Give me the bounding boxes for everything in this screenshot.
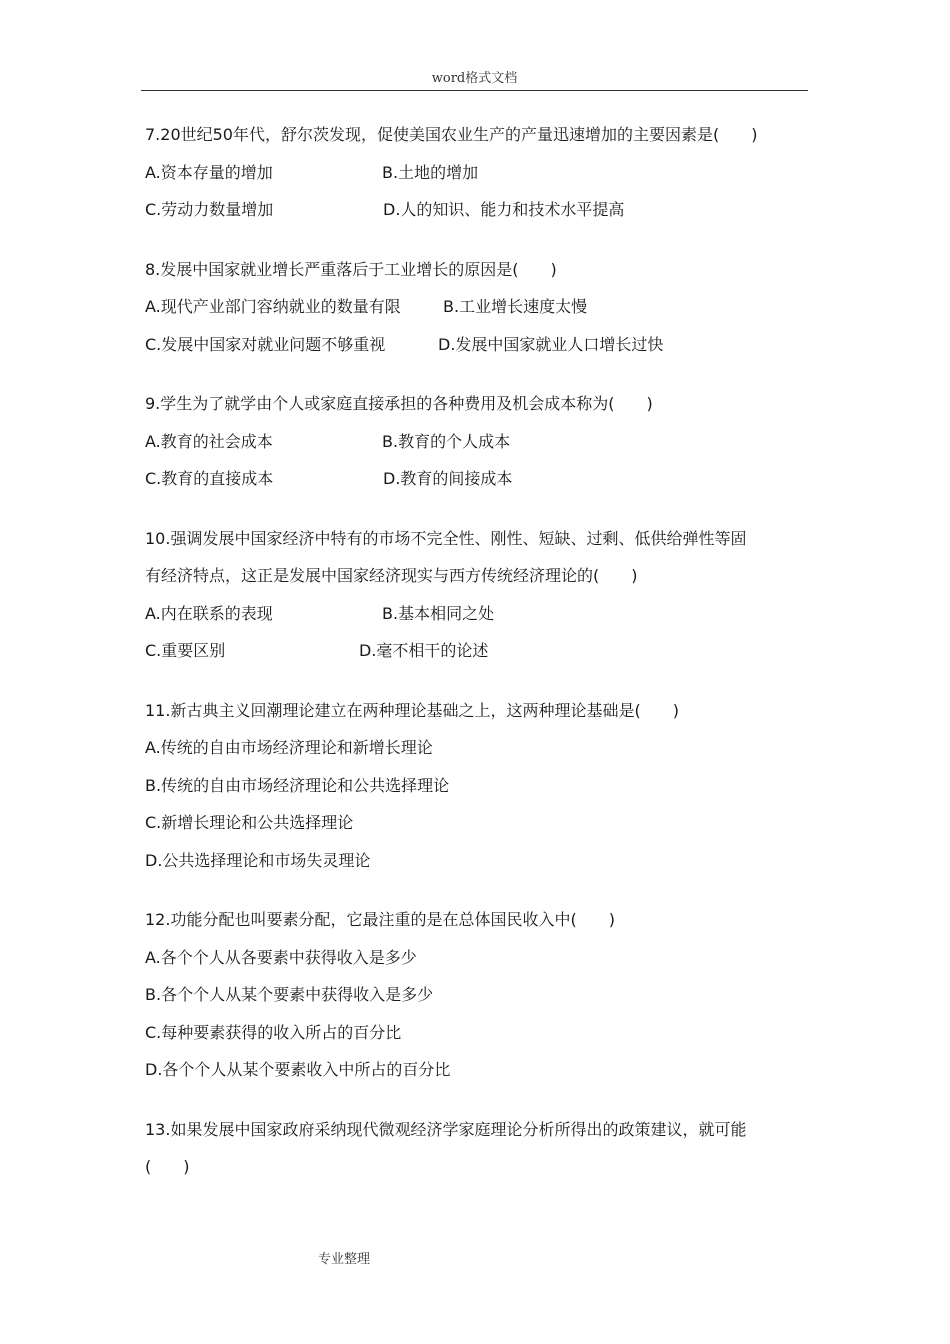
option-row <box>145 595 810 633</box>
option-a: A.教育的社会成本 <box>145 431 273 451</box>
option-d: D.发展中国家就业人口增长过快 <box>438 334 664 354</box>
option-row <box>145 423 810 461</box>
question-10 <box>145 520 810 670</box>
option-row <box>145 632 810 670</box>
question-stem: 7.20世纪50年代，舒尔茨发现，促使美国农业生产的产量迅速增加的主要因素是( ) <box>145 125 758 144</box>
option-c: C.发展中国家对就业问题不够重视 <box>145 334 386 354</box>
question-12 <box>145 901 810 1089</box>
option-c: C.劳动力数量增加 <box>145 200 274 219</box>
option-b: B.基本相同之处 <box>382 603 495 623</box>
option-d: D.公共选择理论和市场失灵理论 <box>145 850 371 870</box>
page-footer: 专业整理 <box>318 1252 371 1267</box>
question-7 <box>145 116 810 229</box>
option-b: B.各个个人从某个要素中获得收入是多少 <box>145 985 434 1004</box>
option-a: A.现代产业部门容纳就业的数量有限 <box>145 297 401 316</box>
option-row <box>145 460 810 498</box>
option-d: D.人的知识、能力和技术水平提高 <box>383 200 625 219</box>
option-c: C.教育的直接成本 <box>145 469 274 488</box>
option-d: D.各个个人从某个要素收入中所占的百分比 <box>145 1060 451 1079</box>
question-stem-line-2: ( ) <box>145 1157 190 1176</box>
question-list <box>145 116 810 1208</box>
option-a: A.资本存量的增加 <box>145 162 273 182</box>
question-stem: 9.学生为了就学由个人或家庭直接承担的各种费用及机会成本称为( ) <box>145 394 653 413</box>
question-stem: 12.功能分配也叫要素分配，它最注重的是在总体国民收入中( ) <box>145 910 615 929</box>
question-8 <box>145 251 810 364</box>
option-c: C.每种要素获得的收入所占的百分比 <box>145 1022 402 1042</box>
option-b: B.土地的增加 <box>382 162 479 182</box>
question-stem-line-1: 13.如果发展中国家政府采纳现代微观经济学家庭理论分析所得出的政策建议，就可能 <box>145 1119 747 1139</box>
option-a: A.内在联系的表现 <box>145 603 273 623</box>
option-row <box>145 326 810 364</box>
option-b: B.教育的个人成本 <box>382 431 511 451</box>
option-a: A.各个个人从各要素中获得收入是多少 <box>145 947 417 967</box>
page-header: word格式文档 <box>141 70 808 91</box>
question-stem: 8.发展中国家就业增长严重落后于工业增长的原因是( ) <box>145 259 557 279</box>
option-row <box>145 191 810 229</box>
option-d: D.毫不相干的论述 <box>359 641 489 660</box>
option-d: D.教育的间接成本 <box>383 469 513 488</box>
option-b: B.工业增长速度太慢 <box>443 297 588 316</box>
question-stem-line-1: 10.强调发展中国家经济中特有的市场不完全性、刚性、短缺、过剩、低供给弹性等固 <box>145 528 747 548</box>
question-13 <box>145 1111 810 1186</box>
option-row <box>145 154 810 192</box>
option-a: A.传统的自由市场经济理论和新增长理论 <box>145 738 433 757</box>
question-stem-line-2: 有经济特点，这正是发展中国家经济现实与西方传统经济理论的( ) <box>145 566 638 585</box>
question-11 <box>145 692 810 880</box>
option-row <box>145 288 810 326</box>
option-c: C.重要区别 <box>145 641 226 660</box>
question-9 <box>145 385 810 498</box>
option-b: B.传统的自由市场经济理论和公共选择理论 <box>145 775 450 795</box>
option-c: C.新增长理论和公共选择理论 <box>145 813 354 832</box>
question-stem: 11.新古典主义回潮理论建立在两种理论基础之上，这两种理论基础是( ) <box>145 700 679 720</box>
